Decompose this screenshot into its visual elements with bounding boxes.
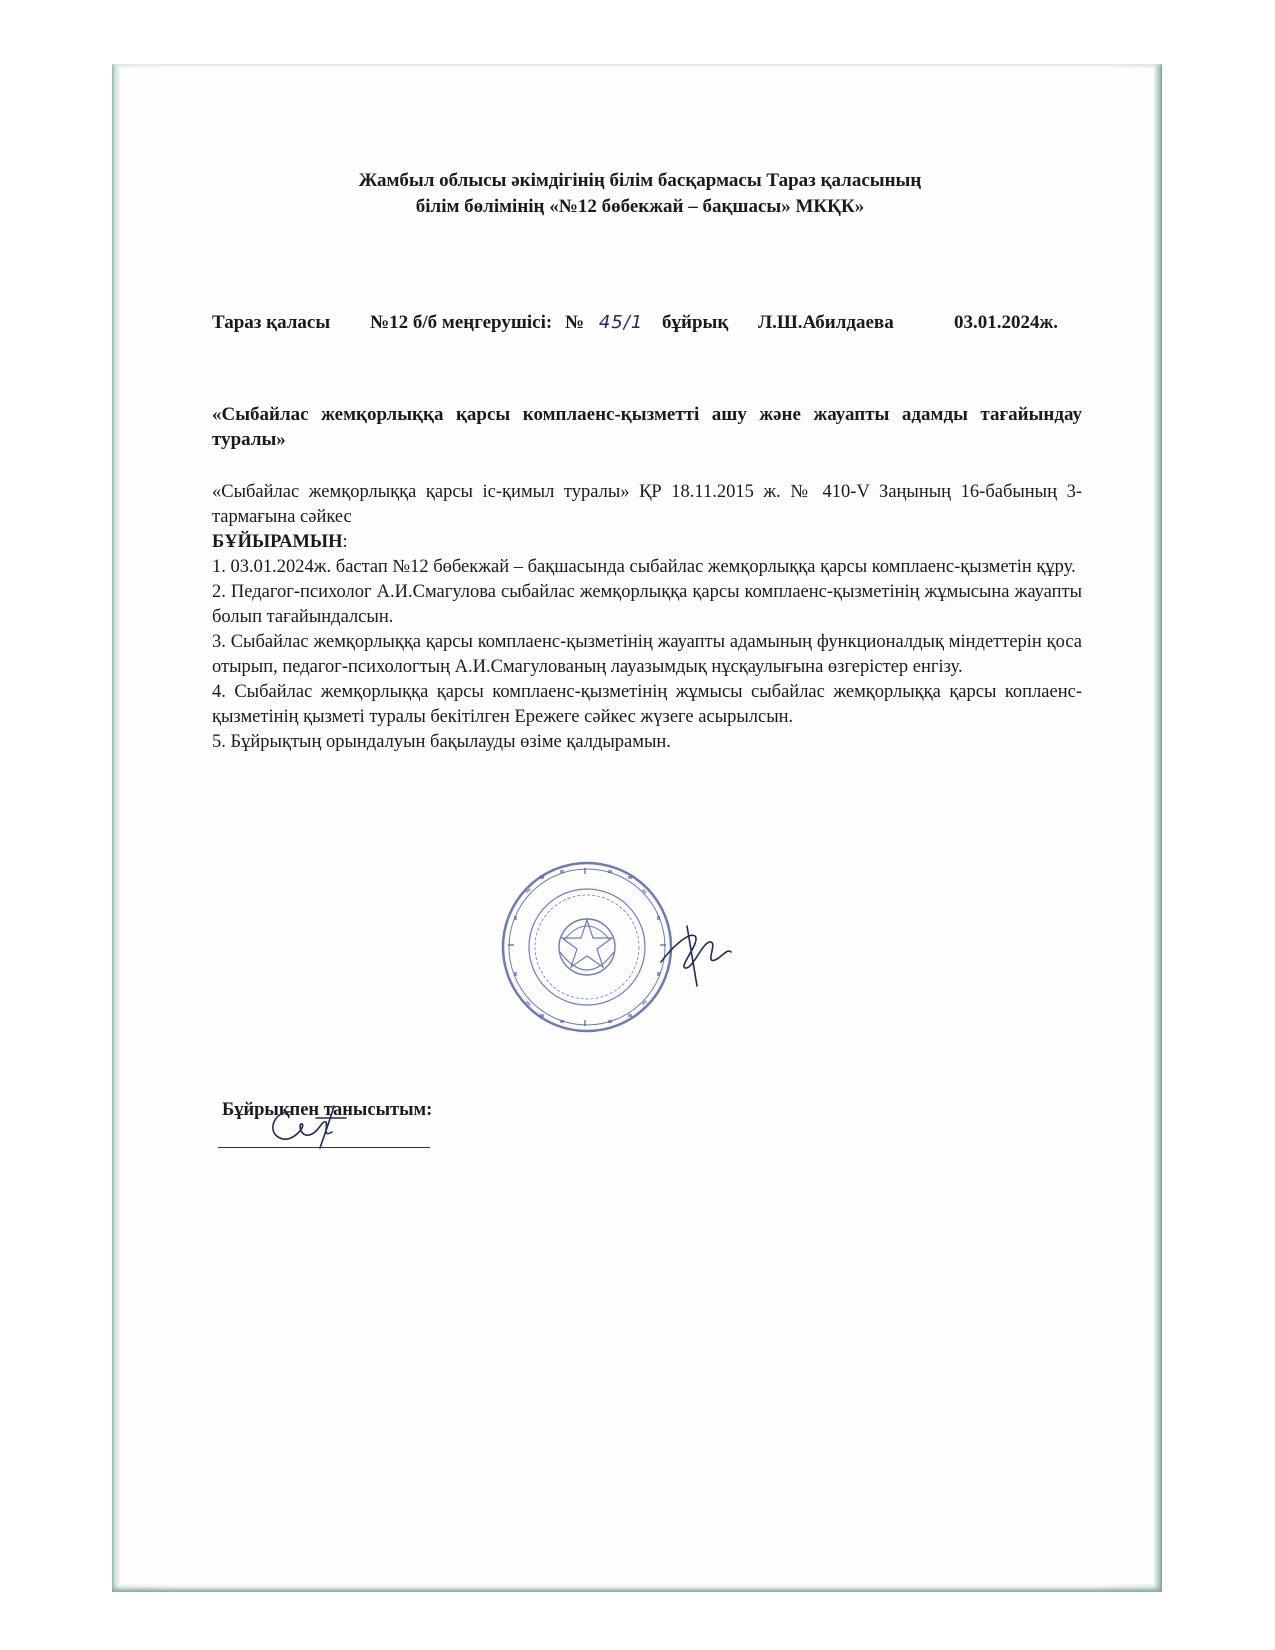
header-line-1: Жамбыл облысы әкімдігінің білім басқармасы Тараз қаласының [358, 170, 922, 191]
order-item-5: 5. Бұйрықтың орындалуын бақылауды өзіме қалдырамын. [212, 732, 671, 752]
document-header [200, 168, 1080, 220]
order-word: бұйрық [662, 312, 729, 333]
order-item-3: 3. Сыбайлас жемқорлыққа қарсы комплаенс-қызметінің жауапты адамының функционалдық міндеттерін қоса отырып, педагог-психологтың А.И.Смагулованың лауазымдық нұсқаулығына өзгерістер енгізу. [212, 632, 1082, 677]
imperative-word: БҰЙЫРАМЫН [212, 532, 343, 552]
header-line-2: білім бөлімінің «№12 бөбекжай – бақшасы» МКҚК» [415, 196, 865, 217]
document-sheet [120, 68, 1154, 1584]
imperative-colon: : [342, 532, 348, 552]
imperative-line [212, 530, 1082, 555]
order-item-4: 4. Сыбайлас жемқорлыққа қарсы комплаенс-қызметінің жұмысы сыбайлас жемқорлыққа қарсы коплаенс-қызметінің қызметі туралы бекітілген Ережеге сәйкес жүзеге асырылсын. [212, 682, 1082, 727]
number-sign: № [565, 312, 585, 333]
handwritten-order-number: 45/1 [598, 312, 644, 333]
city-label: Тараз қаласы [212, 312, 331, 333]
preamble: «Сыбайлас жемқорлыққа қарсы іс-қимыл туралы» ҚР 18.11.2015 ж. № 410-V Заңының 16-бабының 3-тармағына сәйкес [212, 482, 1082, 527]
order-number-block [565, 312, 728, 334]
order-item-1: 1. 03.01.2024ж. бастап №12 бөбекжай – бақшасында сыбайлас жемқорлыққа қарсы комплаенс-қызметін құру. [212, 557, 1076, 577]
order-item-2: 2. Педагог-психолог А.И.Смагулова сыбайлас жемқорлыққа қарсы комплаенс-қызметінің жұмысына жауапты болып тағайындалсын. [212, 582, 1082, 627]
order-body [212, 480, 1082, 755]
signature-icon [262, 1102, 352, 1150]
acknowledgement-label: Бұйрықпен танысытым: [222, 1100, 433, 1120]
acknowledgement-signature-line [218, 1147, 430, 1148]
signatory-name: Л.Ш.Абилдаева [758, 312, 894, 333]
seal-icon [500, 860, 674, 1034]
order-date: 03.01.2024ж. [954, 312, 1059, 333]
order-title: «Сыбайлас жемқорлыққа қарсы комплаенс-қызметті ашу және жауапты адамды тағайындау туралы» [212, 404, 1082, 450]
signatory-role: №12 б/б меңгерушісі: [370, 312, 553, 333]
official-seal [500, 860, 674, 1034]
signature-icon [655, 922, 735, 992]
director-signature [655, 922, 735, 997]
